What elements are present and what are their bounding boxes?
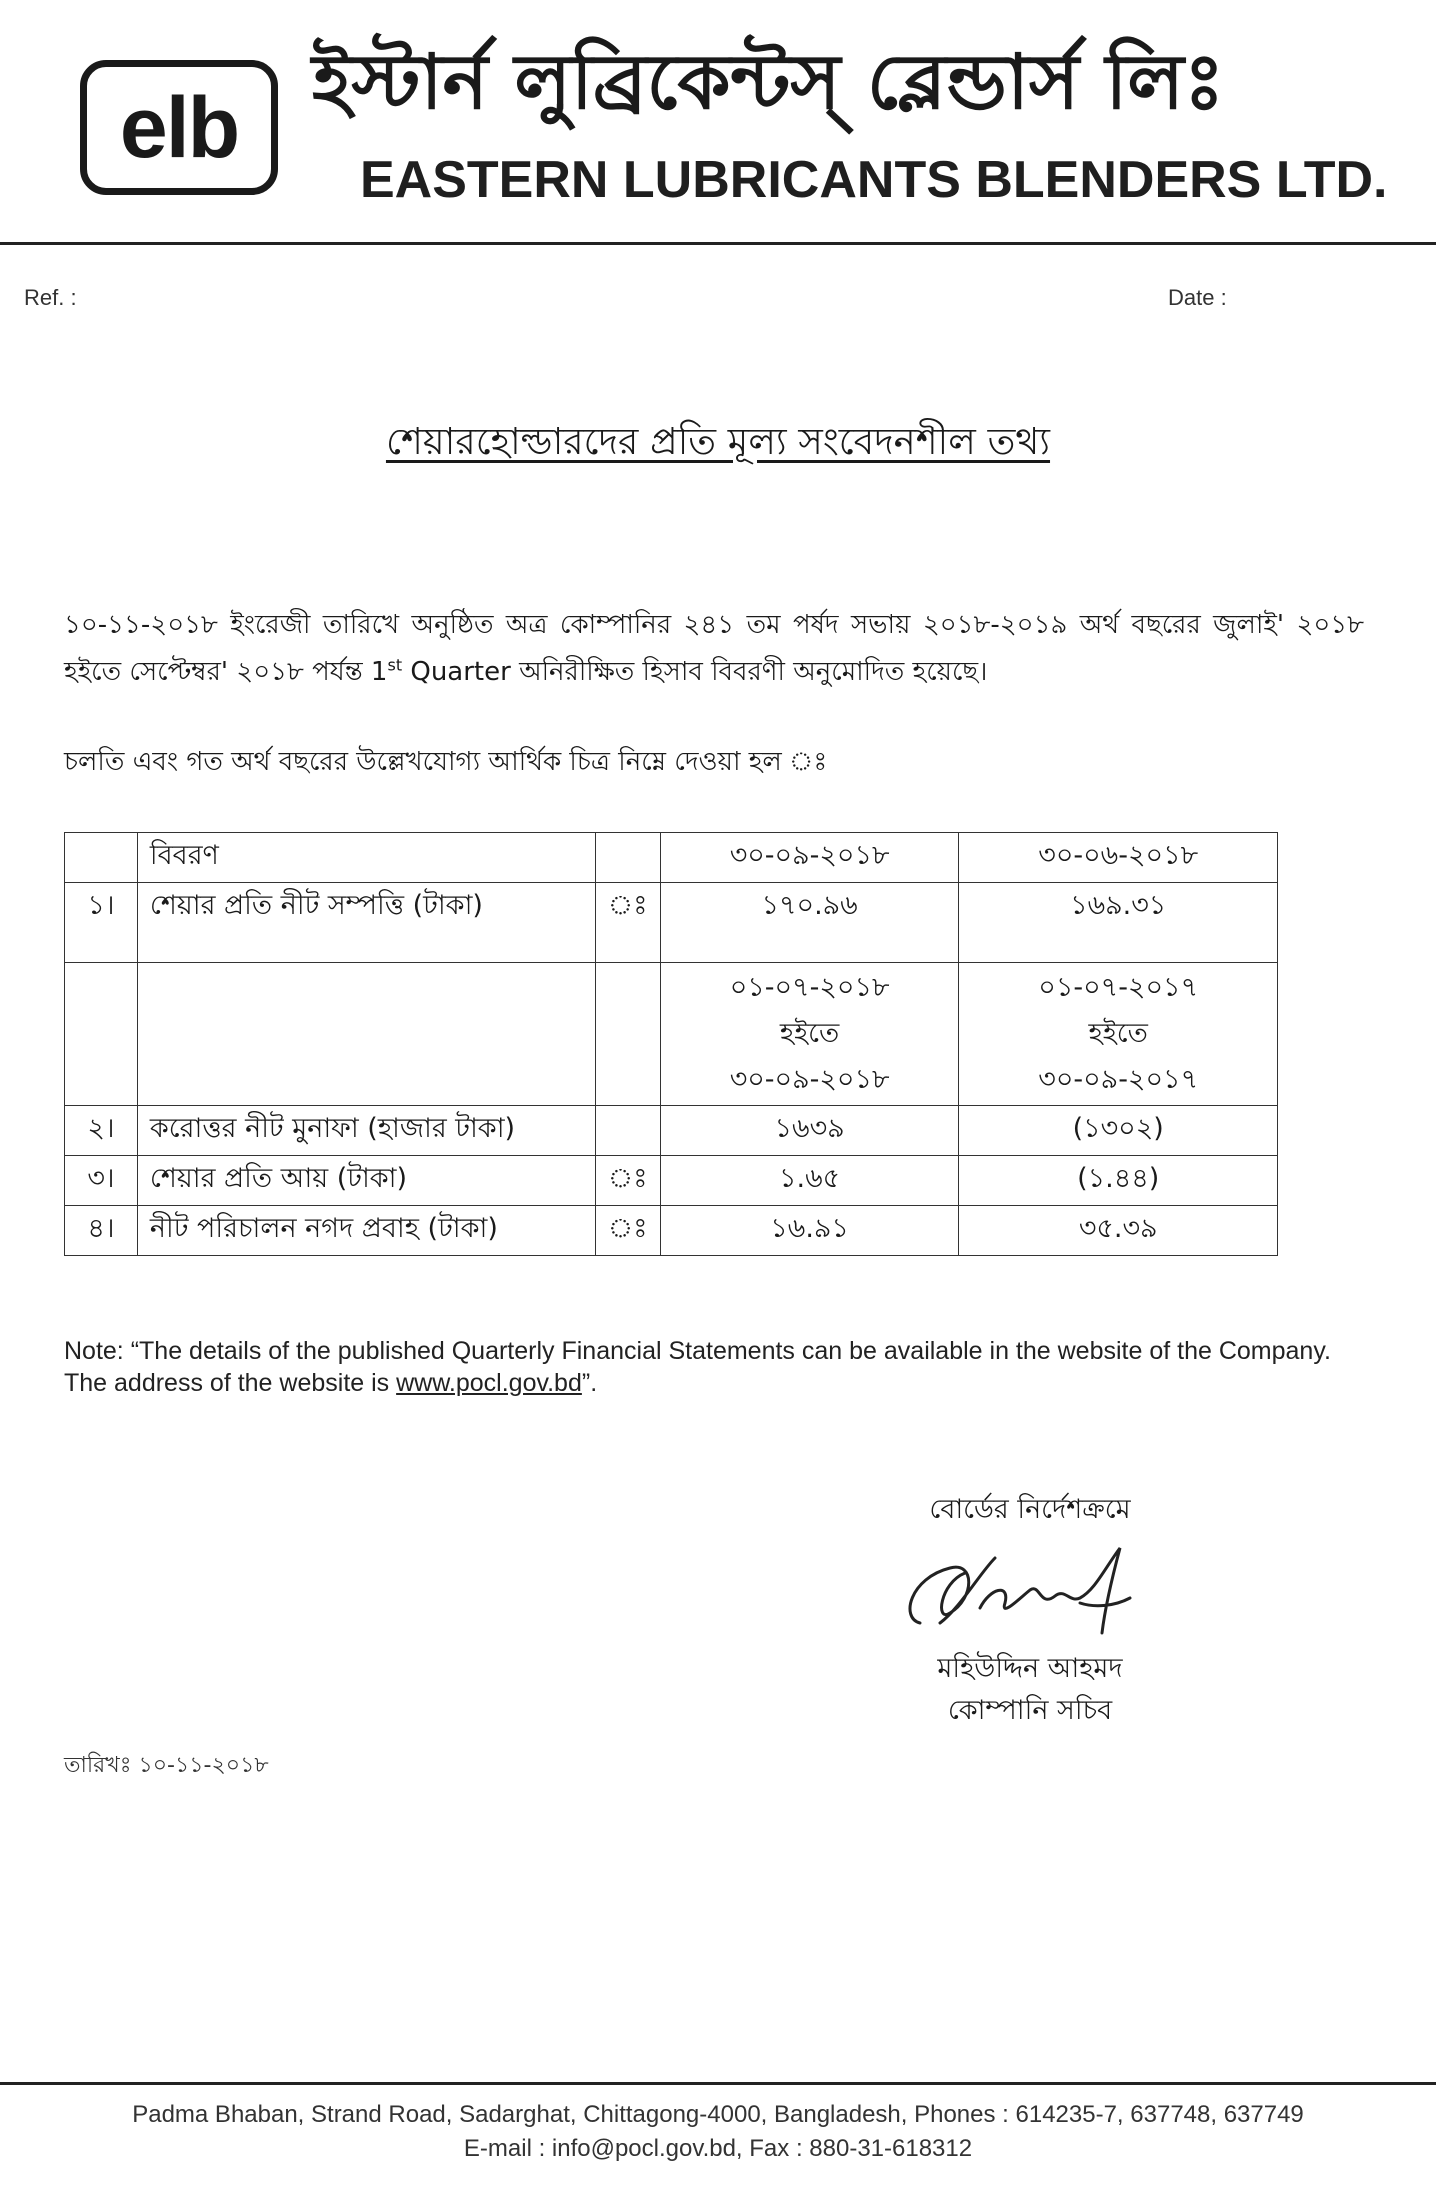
note-end: ”. [581, 1369, 598, 1397]
row-value-col2: ৩৫.৩৯ [959, 1206, 1278, 1256]
table-intro: চলতি এবং গত অর্থ বছরের উল্লেখযোগ্য আর্থিক চিত্র নিম্নে দেওয়া হল ঃ [64, 747, 828, 777]
announcement-paragraph [64, 602, 1364, 696]
website-link[interactable]: www.pocl.gov.bd [396, 1369, 582, 1397]
signatory-name: মহিউদ্দিন আহমদ [937, 1653, 1123, 1684]
table-row [65, 1106, 1278, 1156]
row-value-col2: (১৩০২) [959, 1106, 1278, 1156]
table-period-row [65, 963, 1278, 1106]
paragraph-superscript: st [387, 655, 403, 675]
table-header-col2: ৩০-০৬-২০১৮ [959, 833, 1278, 883]
table-cell [137, 963, 595, 1106]
table-cell [65, 963, 138, 1106]
period-col1-start: ০১-০৭-২০১৮ [729, 972, 890, 1003]
company-name-english: EASTERN LUBRICANTS BLENDERS LTD. [360, 151, 1388, 209]
row-description: করোত্তর নীট মুনাফা (হাজার টাকা) [137, 1106, 595, 1156]
row-description: নীট পরিচালন নগদ প্রবাহ (টাকা) [137, 1206, 595, 1256]
document-title [0, 420, 1436, 464]
table-row [65, 1206, 1278, 1256]
row-serial: ৪। [65, 1206, 138, 1256]
row-value-col1: ১.৬৫ [660, 1156, 959, 1206]
note-paragraph [64, 1335, 1374, 1399]
period-col2-start: ০১-০৭-২০১৭ [1038, 972, 1199, 1003]
row-colon: ঃ [595, 883, 660, 963]
handwritten-signature [880, 1528, 1180, 1648]
document-title-text: শেয়ারহোল্ডারদের প্রতি মূল্য সংবেদনশীল তথ্য [385, 420, 1051, 463]
period-col1-end: ৩০-০৯-২০১৮ [729, 1064, 890, 1095]
row-colon: ঃ [595, 1156, 660, 1206]
period-col2-mid: হইতে [1088, 1018, 1148, 1049]
period-col2-end: ৩০-০৯-২০১৭ [1038, 1064, 1199, 1095]
document-date: তারিখঃ ১০-১১-২০১৮ [64, 1753, 269, 1778]
ref-label: Ref. : [24, 285, 77, 310]
table-header-desc: বিবরণ [137, 833, 595, 883]
footer-divider [0, 2082, 1436, 2085]
company-logo [80, 60, 278, 195]
signature-block [860, 1492, 1200, 1732]
table-header-row [65, 833, 1278, 883]
by-order-text: বোর্ডের নির্দেশক্রমে [929, 1494, 1131, 1525]
table-cell [65, 833, 138, 883]
logo-text: elb [119, 79, 239, 176]
letterhead-divider [0, 242, 1436, 245]
period-col1-mid: হইতে [779, 1018, 840, 1049]
table-cell [595, 833, 660, 883]
row-colon [595, 1106, 660, 1156]
paragraph-part1: ১০-১১-২০১৮ ইংরেজী তারিখে অনুষ্ঠিত অত্র কোম্পানির ২৪১ তম পর্ষদ সভায় ২০১৮-২০১৯ অর্থ বছরের জুলাই' ২০১৮ হইতে সেপ্টেম্বর' ২০১৮ পর্যন্ত 1 [64, 610, 1364, 687]
footer-contact: E-mail : info@pocl.gov.bd, Fax : 880-31-618312 [463, 2135, 973, 2162]
table-header-col1: ৩০-০৯-২০১৮ [660, 833, 959, 883]
period-col2 [959, 963, 1278, 1106]
table-row [65, 883, 1278, 963]
date-label: Date : [1168, 285, 1227, 310]
footer-address: Padma Bhaban, Strand Road, Sadarghat, Chittagong-4000, Bangladesh, Phones : 614235-7, 637748, 637749 [132, 2101, 1304, 2128]
row-description: শেয়ার প্রতি আয় (টাকা) [137, 1156, 595, 1206]
row-value-col1: ১৭০.৯৬ [660, 883, 959, 963]
row-serial: ৩। [65, 1156, 138, 1206]
note-text: Note: “The details of the published Quarterly Financial Statements can be available in the website of the Company. The address of the website is [64, 1337, 1331, 1397]
financial-table [64, 832, 1278, 1256]
row-serial: ১। [65, 883, 138, 963]
period-col1 [660, 963, 959, 1106]
row-value-col2: ১৬৯.৩১ [959, 883, 1278, 963]
company-name-bengali: ইস্টার্ন লুব্রিকেন্টস্ ব্লেন্ডার্স লিঃ [312, 37, 1225, 126]
row-colon: ঃ [595, 1206, 660, 1256]
row-value-col2: (১.৪৪) [959, 1156, 1278, 1206]
table-row [65, 1156, 1278, 1206]
row-serial: ২। [65, 1106, 138, 1156]
paragraph-part2: Quarter অনিরীক্ষিত হিসাব বিবরণী অনুমোদিত হয়েছে। [402, 657, 988, 687]
signatory-title: কোম্পানি সচিব [947, 1695, 1113, 1726]
row-description: শেয়ার প্রতি নীট সম্পত্তি (টাকা) [137, 883, 595, 963]
footer [0, 2098, 1436, 2166]
row-value-col1: ১৬.৯১ [660, 1206, 959, 1256]
table-cell [595, 963, 660, 1106]
row-value-col1: ১৬৩৯ [660, 1106, 959, 1156]
